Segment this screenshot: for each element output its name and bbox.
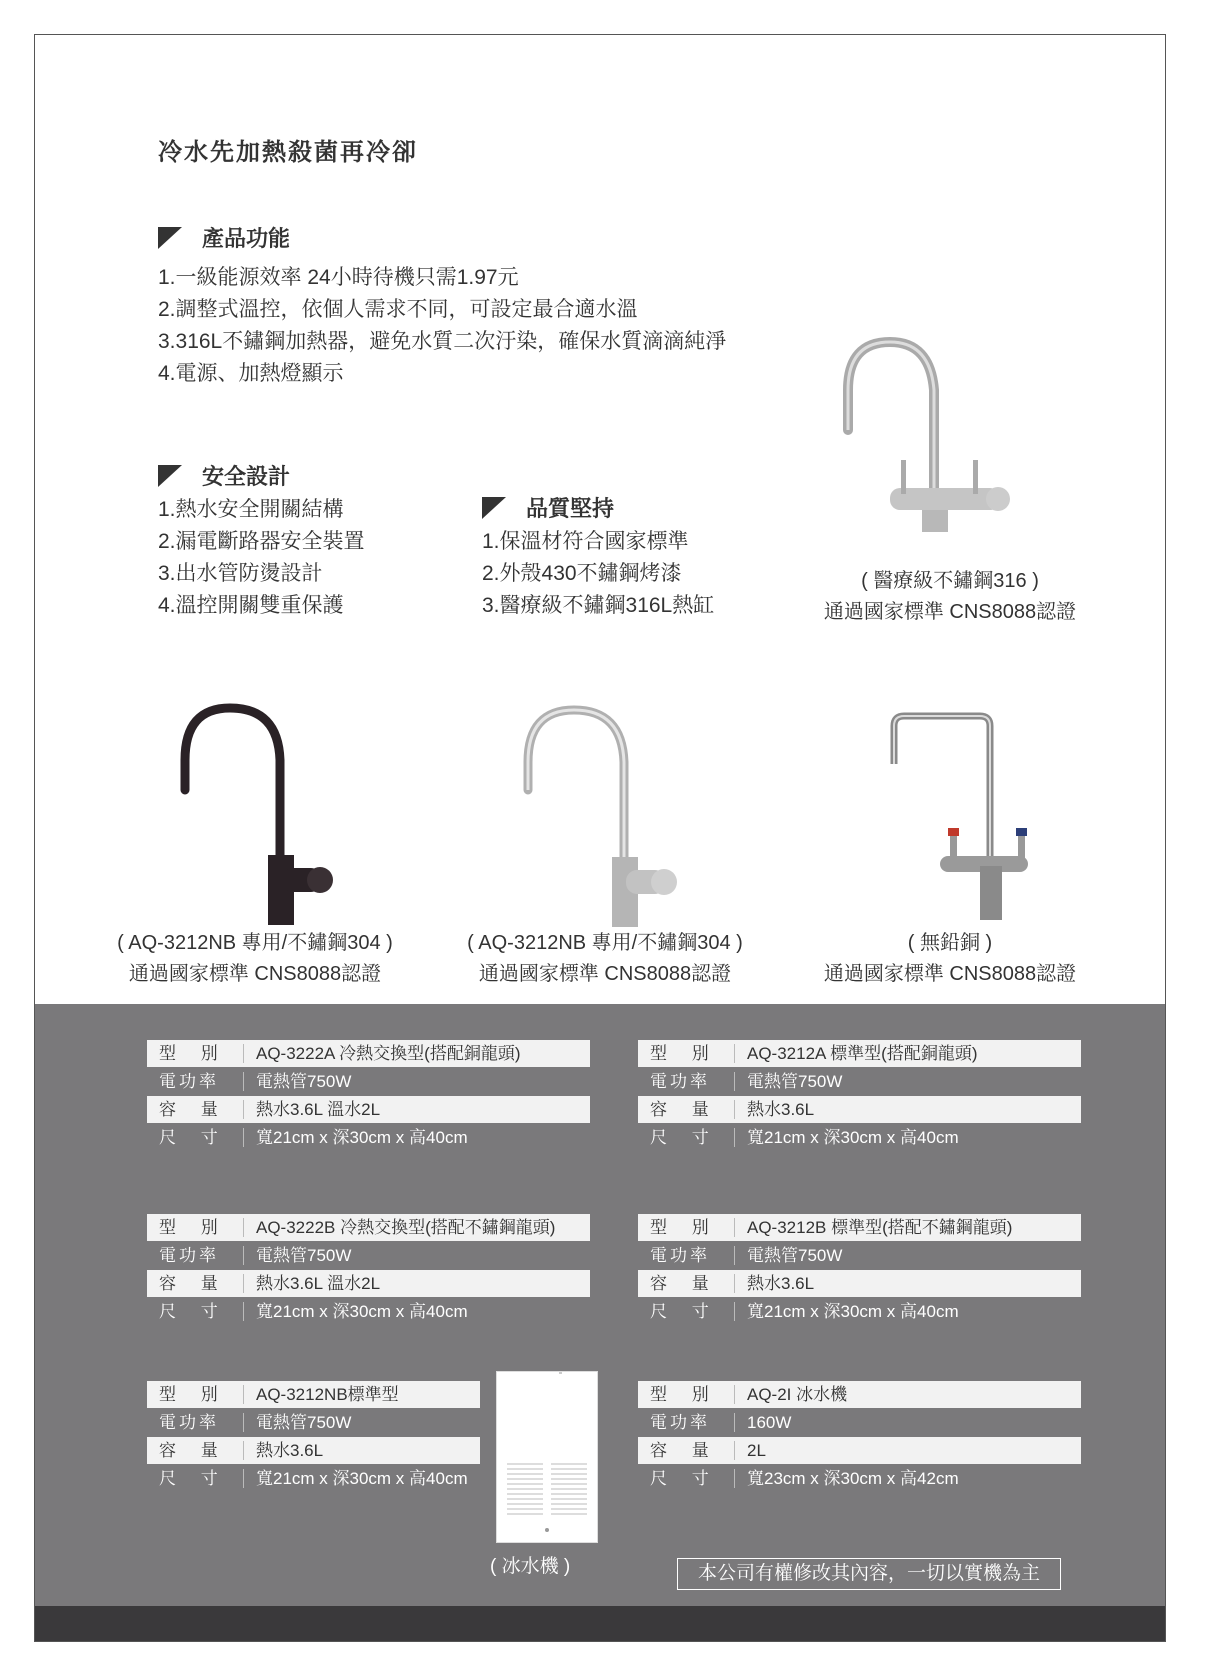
spec-capacity: 熱水3.6L — [256, 1441, 324, 1460]
spec-capacity: 熱水3.6L — [747, 1100, 815, 1119]
black-faucet-image — [170, 700, 350, 930]
list-item: 2.調整式溫控，依個人需求不同，可設定最合適水溫 — [158, 298, 638, 321]
spec-power: 電熱管750W — [747, 1072, 843, 1091]
features-heading: 產品功能 — [158, 222, 290, 253]
list-item: 4.電源、加熱燈顯示 — [158, 362, 344, 385]
spec-table: 型 別 AQ-2I 冰水機 電功率 160W 容 量 2L 尺 寸 寬23cm x 深30cm x 高42cm — [638, 1381, 1081, 1493]
spec-capacity: 熱水3.6L — [747, 1274, 815, 1293]
faucet-caption: ( AQ-3212NB 專用/不鏽鋼304 ) 通過國家標準 CNS8088認證 — [467, 932, 743, 985]
list-item: 3.316L不鏽鋼加熱器，避免水質二次汙染，確保水質滴滴純淨 — [158, 330, 727, 353]
spec-model: AQ-3212NB標準型 — [256, 1385, 399, 1404]
triangle-bullet-icon — [482, 497, 506, 519]
spec-capacity: 熱水3.6L 溫水2L — [256, 1100, 381, 1119]
spec-power: 電熱管750W — [256, 1413, 352, 1432]
spec-size: 寬23cm x 深30cm x 高42cm — [747, 1469, 959, 1488]
silver-faucet-image — [518, 702, 698, 932]
faucet-caption: ( AQ-3212NB 專用/不鏽鋼304 ) 通過國家標準 CNS8088認證 — [117, 932, 393, 985]
spec-table: 型 別 AQ-3212NB標準型 電功率 電熱管750W 容 量 熱水3.6L 尺 寸 寬21cm x 深30cm x 高40cm — [147, 1381, 480, 1493]
list-item: 2.外殼430不鏽鋼烤漆 — [482, 562, 682, 585]
page-title: 冷水先加熱殺菌再冷卻 — [158, 137, 418, 166]
spec-size: 寬21cm x 深30cm x 高40cm — [747, 1302, 959, 1321]
ice-machine-image — [496, 1371, 598, 1543]
quality-list — [482, 526, 714, 622]
spec-power: 電熱管750W — [256, 1072, 352, 1091]
spec-model: AQ-2I 冰水機 — [747, 1385, 848, 1404]
spec-model: AQ-3212B 標準型(搭配不鏽鋼龍頭) — [747, 1218, 1013, 1237]
disclaimer-notice: 本公司有權修改其內容，一切以實機為主 — [677, 1558, 1061, 1590]
chrome-faucet-image — [880, 706, 1030, 926]
triangle-bullet-icon — [158, 465, 182, 487]
triangle-bullet-icon — [158, 227, 182, 249]
spec-power: 電熱管750W — [256, 1246, 352, 1265]
spec-model: AQ-3222A 冷熱交換型(搭配銅龍頭) — [256, 1044, 521, 1063]
spec-power: 電熱管750W — [747, 1246, 843, 1265]
list-item: 4.溫控開關雙重保護 — [158, 594, 344, 617]
spec-table: 型 別 AQ-3212B 標準型(搭配不鏽鋼龍頭) 電功率 電熱管750W 容 量 熱水3.6L 尺 寸 寬21cm x 深30cm x 高40cm — [638, 1214, 1081, 1326]
safety-list — [158, 494, 365, 622]
list-item: 1.熱水安全開關結構 — [158, 498, 344, 521]
bottom-bar — [35, 1606, 1165, 1641]
features-list — [158, 262, 726, 390]
list-item: 1.一級能源效率 24小時待機只需1.97元 — [158, 266, 519, 289]
quality-heading: 品質堅持 — [482, 492, 614, 523]
list-item: 2.漏電斷路器安全裝置 — [158, 530, 365, 553]
spec-table: 型 別 AQ-3222A 冷熱交換型(搭配銅龍頭) 電功率 電熱管750W 容 量 熱水3.6L 溫水2L 尺 寸 寬21cm x 深30cm x 高40cm — [147, 1040, 590, 1152]
spec-model: AQ-3222B 冷熱交換型(搭配不鏽鋼龍頭) — [256, 1218, 556, 1237]
stainless-faucet-image — [830, 330, 1010, 540]
spec-power: 160W — [747, 1413, 792, 1432]
ice-machine-caption: ( 冰水機 ) — [490, 1556, 571, 1577]
spec-capacity: 熱水3.6L 溫水2L — [256, 1274, 381, 1293]
spec-size: 寬21cm x 深30cm x 高40cm — [747, 1128, 959, 1147]
spec-table: 型 別 AQ-3222B 冷熱交換型(搭配不鏽鋼龍頭) 電功率 電熱管750W 容 量 熱水3.6L 溫水2L 尺 寸 寬21cm x 深30cm x 高40cm — [147, 1214, 590, 1326]
faucet-caption: ( 醫療級不鏽鋼316 ) 通過國家標準 CNS8088認證 — [823, 570, 1077, 623]
spec-size: 寬21cm x 深30cm x 高40cm — [256, 1128, 468, 1147]
spec-table: 型 別 AQ-3212A 標準型(搭配銅龍頭) 電功率 電熱管750W 容 量 熱水3.6L 尺 寸 寬21cm x 深30cm x 高40cm — [638, 1040, 1081, 1152]
list-item: 3.出水管防燙設計 — [158, 562, 323, 585]
faucet-caption: ( 無鉛銅 ) 通過國家標準 CNS8088認證 — [823, 932, 1077, 985]
spec-model: AQ-3212A 標準型(搭配銅龍頭) — [747, 1044, 978, 1063]
list-item: 3.醫療級不鏽鋼316L熱缸 — [482, 594, 715, 617]
spec-size: 寬21cm x 深30cm x 高40cm — [256, 1469, 468, 1488]
spec-size: 寬21cm x 深30cm x 高40cm — [256, 1302, 468, 1321]
safety-heading: 安全設計 — [158, 460, 290, 491]
list-item: 1.保溫材符合國家標準 — [482, 530, 689, 553]
spec-capacity: 2L — [747, 1441, 766, 1460]
